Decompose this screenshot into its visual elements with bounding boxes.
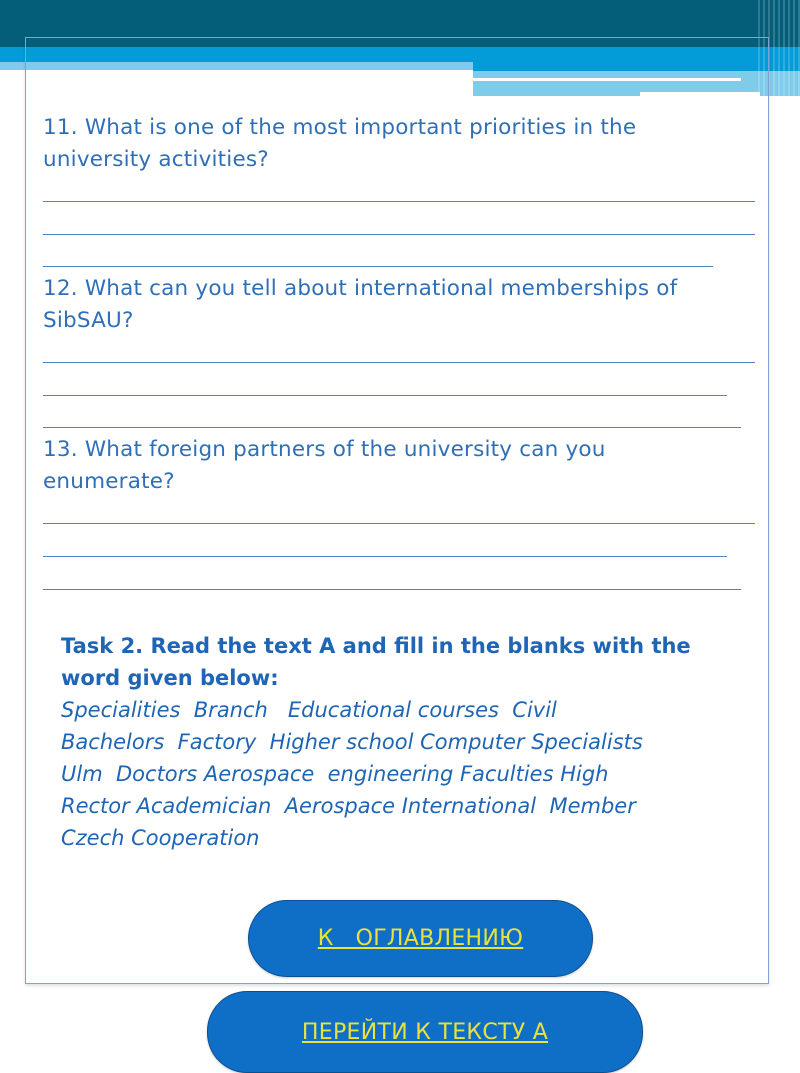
- answer-line-11-1[interactable]: [43, 201, 755, 202]
- go-to-text-a-button[interactable]: [207, 991, 643, 1073]
- answer-line-12-1[interactable]: [43, 362, 755, 363]
- question-11-line2: university activities?: [43, 147, 269, 172]
- go-to-text-a-label: ПЕРЕЙТИ К ТЕКСТУ А: [301, 1019, 549, 1045]
- question-11-line1: 11. What is one of the most important priorities in the: [43, 115, 637, 140]
- task-2-title-line1: Task 2. Read the text A and fill in the blanks with the: [61, 634, 691, 658]
- question-12: [43, 273, 677, 337]
- question-12-line2: SibSAU?: [43, 308, 134, 333]
- word-bank-line: Bachelors Factory Higher school Computer Specialists: [61, 730, 643, 754]
- answer-line-11-2[interactable]: [43, 234, 755, 235]
- task-2-title-line2: word given below:: [61, 666, 279, 690]
- table-of-contents-label: К ОГЛАВЛЕНИЮ: [317, 926, 524, 951]
- word-bank: [61, 694, 751, 854]
- task-2-title: [61, 630, 751, 694]
- answer-line-13-1[interactable]: [43, 523, 755, 524]
- table-of-contents-button[interactable]: [248, 900, 593, 977]
- question-12-line1: 12. What can you tell about international memberships of: [43, 276, 678, 301]
- answer-line-11-3[interactable]: [43, 266, 713, 267]
- question-13-line2: enumerate?: [43, 469, 175, 494]
- answer-line-13-3[interactable]: [43, 589, 741, 590]
- question-13-line1: 13. What foreign partners of the university can you: [43, 437, 606, 462]
- answer-line-13-2[interactable]: [43, 556, 727, 557]
- word-bank-line: Specialities Branch Educational courses Civil: [61, 698, 557, 722]
- question-13: [43, 434, 606, 498]
- word-bank-line: Czech Cooperation: [61, 826, 260, 850]
- answer-line-12-2[interactable]: [43, 395, 727, 396]
- word-bank-line: Ulm Doctors Aerospace engineering Faculties High: [61, 762, 609, 786]
- question-11: [43, 112, 636, 176]
- word-bank-line: Rector Academician Aerospace International Member: [61, 794, 636, 818]
- task-2: [61, 630, 751, 854]
- answer-line-12-3[interactable]: [43, 427, 741, 428]
